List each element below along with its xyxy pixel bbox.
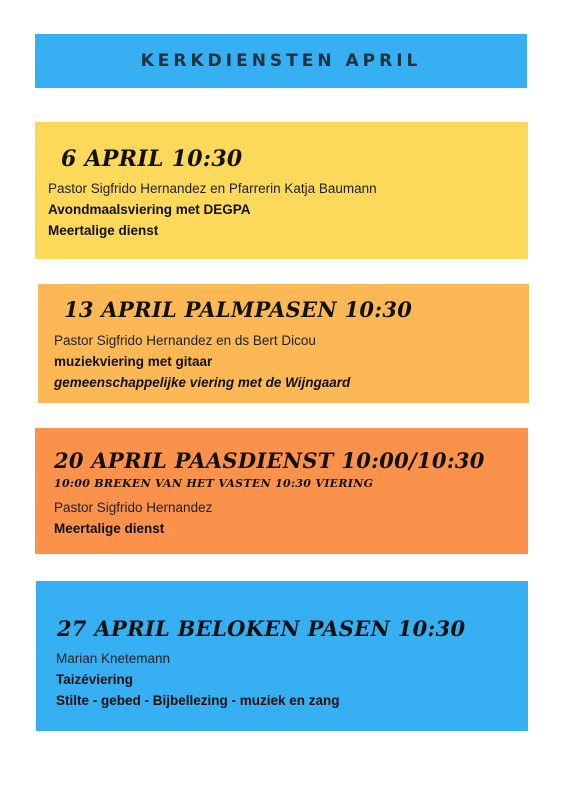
service-card-1 [35,122,528,259]
service-title: 6 APRIL 10:30 [61,146,243,172]
service-pastor: Pastor Sigfrido Hernandez en Pfarrerin Katja Baumann [48,181,377,196]
service-note: Stilte - gebed - Bijbellezing - muziek en zang [56,693,340,708]
service-pastor: Pastor Sigfrido Hernandez [54,500,213,515]
service-description: Meertalige dienst [54,521,165,536]
service-card-3 [35,428,528,554]
service-note: Meertalige dienst [48,223,159,238]
service-description: Avondmaalsviering met DEGPA [48,202,251,217]
service-title: 13 APRIL PALMPASEN 10:30 [64,297,413,322]
service-pastor: Marian Knetemann [56,651,171,666]
service-subtitle: 10:00 BREKEN VAN HET VASTEN 10:30 VIERING [54,477,374,490]
header-banner [35,34,527,88]
service-description: muziekviering met gitaar [54,354,213,369]
page-title: KERKDIENSTEN APRIL [140,51,422,71]
service-title: 20 APRIL PAASDIENST 10:00/10:30 [54,448,485,473]
service-card-4 [36,581,528,731]
service-card-2 [38,284,529,403]
service-title: 27 APRIL BELOKEN PASEN 10:30 [57,616,466,641]
service-note: gemeenschappelijke viering met de Wijngaard [54,375,351,390]
service-description: Taizéviering [56,672,134,687]
service-pastor: Pastor Sigfrido Hernandez en ds Bert Dicou [54,333,316,348]
